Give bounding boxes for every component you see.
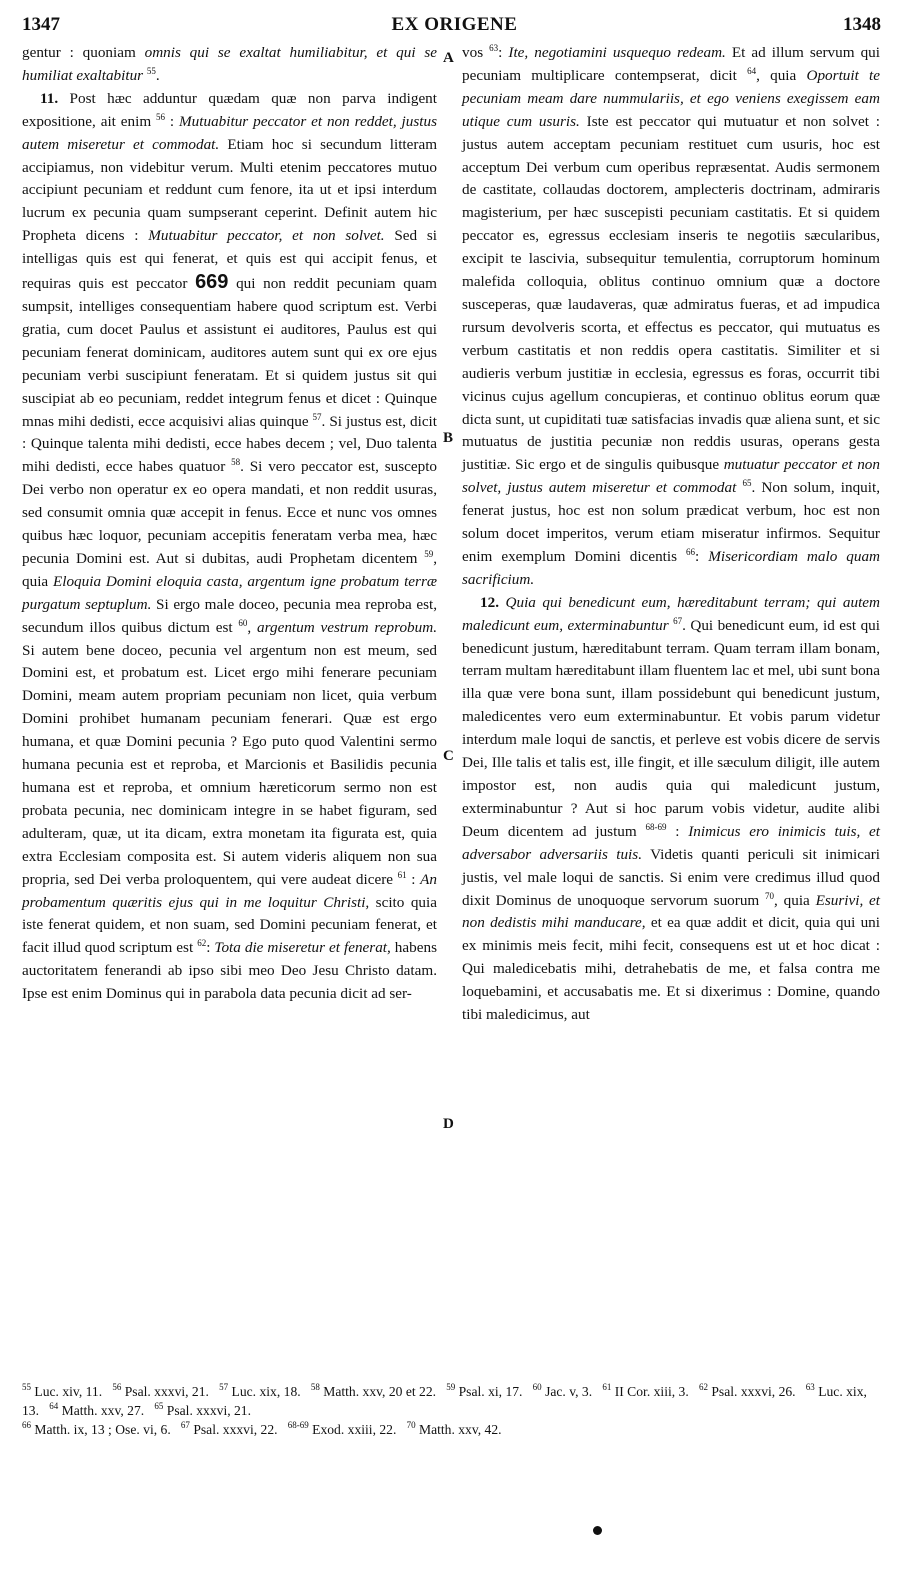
left-column [22, 42, 437, 1006]
paragraph [22, 42, 437, 88]
ornament-dot [593, 1526, 602, 1535]
text-run: : [695, 547, 709, 565]
running-title: EX ORIGENE [391, 14, 518, 35]
footnote: $^{60}$ Jac. v, 3. [532, 1382, 593, 1399]
text-run: scito quia iste fenerat quidem, et non suam, sed Domini pecuniam fenerat, et facit illud quod scriptum est [22, 893, 437, 957]
text-run: Videtis quanti periculi sit inimicari justis, vel male loqui de sanctis. Si enim vere credimus illud quod dixit Dominus de unoquoque servorum suorum [462, 845, 880, 909]
footnote-list [22, 1382, 882, 1439]
footnote-ref: 70 [765, 890, 775, 901]
footnote-ref: 61 [397, 869, 407, 880]
footnote-ref: 63 [489, 43, 499, 53]
text-run: , quia [22, 549, 438, 590]
text-run: Post hæc adduntur quædam quæ non parva indigent expositione, ait enim [22, 89, 437, 130]
text-run: Iste est peccator qui mutuatur et non solvet : justus autem acceptam pecuniam restituet cum usuris, hoc est acceptum Dei verbum cum operibus repræsentat. Audis sermonem de castitate, collaudas doctorem, amplecteris doctrinam, admiraris magisterium, per hæc suscepisti pecuniam castitatis. Et si quidem peccator es, egressus ecclesiam inseris te negotiis sæcularibus, excipit te lascivia, subsequitur temulentia, corruptorum hominum malefida colloquia, oblitus continuo omnium quæ a doctore susceperas, quæ laudaveras, quæ admiratus fueras, et ad impudica rursum devolveris scorta, et effectus es peccator, qui mutuatus es verbum castitatis et non reddis opera castitatis. Similiter et si audieris verbum justitiæ in ecclesia, egressus es foras, occurrit tibi vicinus cujus agellum concupieras, et continuo oblitus eorum quæ dicta sunt, ut cupiditati tuæ satisfacias invadis quæ aliena sunt, et sic mutuatus de justitia pecuniæ non reddis usuras, operans gesta justitiæ. Sic ergo et de singulis quibusque [462, 112, 880, 474]
quotation: Eloquia Domini eloquia casta, argentum igne probatum terræ purgatum septuplum. [22, 572, 437, 613]
footnote: $^{70}$ Matth. xxv, 42. [406, 1420, 502, 1437]
footnote-ref: 57 [312, 411, 322, 422]
text-run: Si autem bene doceo, pecunia vel argentum non est meum, sed Domini est, et probatum est. Licet ergo mihi fenerare pecuniam Domini, meam autem propriam pecuniam non licet, quia verbum Domini prohibet humanam pecuniam fenerari. Quæ est ergo humana, et quæ Domini pecunia ? Ego puto quod Valentini sermo humana pecunia est et reproba, et Marcionis et Basilidis pecunia humana est et reproba, et omnium hæreticorum sermo non est probata pecunia, nec dominicam integre in se habet figuram, sed adulteram, quæ, ut ita dicam, extra monetam ita figurata est, quia extra Ecclesiam composita est. Si autem videris aliquem non sua propria, sed Dei verba proloquentem, qui vere audeat dicere [22, 641, 437, 888]
quotation: An probamentum quæritis ejus qui in me loquitur Christi, [22, 870, 437, 911]
footnote: $^{58}$ Matth. xxv, 20 et 22. [310, 1382, 437, 1399]
footnote: $^{65}$ Psal. xxxvi, 21. [154, 1401, 252, 1418]
text-run: . [155, 66, 160, 84]
footnote: $^{66}$ Matth. ix, 13 ; Ose. vi, 6. [22, 1420, 171, 1437]
footnote-ref: 65 [742, 478, 752, 489]
quotation: Misericordiam malo quam sacrificium. [462, 547, 881, 588]
section-number: 12. [480, 593, 499, 611]
text-run: vos [462, 44, 484, 61]
text-run: , quia [756, 66, 807, 84]
column-number: 669 [195, 271, 229, 294]
footnote-ref: 55 [146, 65, 156, 76]
margin-marker-c: C [443, 748, 454, 764]
text-run: Sed si intelligas quis est qui fenerat, et quis est qui accipit fenus, et requiras quis est peccator [22, 227, 437, 293]
right-column [462, 42, 880, 1027]
quotation: Oportuit te pecuniam meam dare nummulariis, et ego veniens exegissem eam utique cum usuris. [462, 66, 881, 130]
margin-marker-d: D [443, 1116, 454, 1132]
footnote: $^{67}$ Psal. xxxvi, 22. [180, 1420, 278, 1437]
footnote-ref: 56 [156, 111, 166, 122]
text-run: et ea quæ addit et dicit, quia qui uni ex minimis meis fecit, mihi fecit, consequens est ut et hoc dicat : Qui maledicebatis mihi, detrahebatis de me, et falsa contra me loquebamini, et accusabatis me. Et si dixerimus : Domine, quando tibi maledicimus, aut [462, 914, 880, 1024]
section-number: 11. [40, 89, 59, 107]
footnote: $^{55}$ Luc. xiv, 11. [22, 1382, 103, 1399]
footnote-ref: 62 [197, 938, 207, 949]
footnote: $^{59}$ Psal. xi, 17. [446, 1382, 523, 1399]
margin-marker-b: B [443, 430, 454, 446]
page-number-right: 1348 [843, 14, 881, 35]
footnote-ref: 58 [231, 457, 241, 468]
text-run: qui non reddit pecuniam quam sumpsit, intelliges consequentiam habere quod scriptum est. Verbi gratia, cum docet Paulus et assistunt ei auditores, Paulus est qui pecuniam fenerat dominicam, auditores autem sunt qui ex ore ejus pecuniam verbi suscipiunt feneratam. Et si quidem justus sit qui suscipiat ab eo pecuniam, reddet integrum fenus et dicet : Quinque mnas mihi dedisti, ecce acquisivi alias quinque [22, 275, 437, 430]
margin-marker-a: A [443, 50, 454, 66]
quotation: omnis qui se exaltat humiliabitur, et qui se humiliat exaltabitur [22, 44, 437, 84]
footnote: $^{57}$ Luc. xix, 18. [219, 1382, 301, 1399]
footnote: $^{61}$ II Cor. xiii, 3. [602, 1382, 689, 1399]
text-run: . Si vero peccator est, suscepto Dei verbo non operatur ex eo opera mandati, et non reddit usuras, sed consumit omnia quæ accepit in fenus. Ecce et nunc vos omnes quibus hæc loquor, pecuniam accepitis feneratam verba mea, hæc pecunia Domini est. Aut si dubitas, audi Prophetam dicentem [22, 458, 438, 567]
page-number-left: 1347 [22, 14, 60, 35]
footnotes [22, 1382, 882, 1439]
text-run: . Si justus est, dicit : Quinque talenta mihi dedisti, ecce habes decem ; vel, Duo talenta mihi dedisti, ecce habes quatuor [22, 412, 437, 476]
text-run: : [406, 870, 421, 888]
footnote-ref: 68-69 [645, 821, 667, 832]
text-run: Etiam hoc si secundum litteram accipiamus, non videbitur verum. Multi etenim peccatores mutuo accipiunt pecuniam et reddunt cum fenore, ita ut et ipsi interdum lucrum ex pecunia quam sumpserant ceperint. Definit autem hic Propheta dicens : [22, 135, 438, 245]
footnote-ref: 64 [747, 65, 757, 76]
footnote-ref: 66 [686, 546, 696, 557]
text-run: Et ad illum servum qui pecuniam multiplicare contempserat, dicit [462, 44, 880, 84]
text-run: : [666, 822, 689, 840]
text-run: . Non solum, inquit, fenerat justus, hoc est non solum prædicat verbum, hoc est non solum docet imperitos, verum etiam miseratur infirmos. Sequitur enim exemplum Domini dicentis [462, 479, 881, 565]
quotation: Ite, negotiamini usquequo redeam. [508, 44, 726, 61]
footnote: $^{56}$ Psal. xxxvi, 21. [112, 1382, 209, 1399]
footnote: $^{68-69}$ Exod. xxiii, 22. [287, 1420, 397, 1437]
quotation: Mutuabitur peccator et non reddet, justus autem miseretur et commodat. [22, 112, 437, 153]
quotation: Inimicus ero inimicis tuis, et adversabor adversariis tuis. [462, 822, 881, 863]
text-run: , quia [774, 891, 816, 909]
text-run: Si ergo male doceo, pecunia mea reproba est, secundum illos quibus dictum est [22, 595, 437, 636]
quotation: Tota die miseretur et fenerat, [214, 939, 391, 957]
text-run: : [165, 112, 180, 130]
text-run: gentur : quoniam [22, 44, 145, 61]
text-run: , [247, 618, 258, 636]
quotation: mutuatur peccator et non solvet, justus autem miseretur et commodat [462, 456, 880, 497]
footnote-ref: 67 [673, 615, 683, 626]
text-run: : [206, 939, 215, 957]
footnote-ref: 60 [238, 617, 248, 628]
page-header [0, 12, 909, 40]
footnote-ref: 59 [424, 548, 434, 559]
paragraph [462, 42, 880, 592]
quotation: Esurivi, et non dedistis mihi manducare, [462, 891, 880, 932]
footnote: $^{62}$ Psal. xxxvi, 26. [698, 1382, 796, 1399]
paragraph-11 [22, 88, 437, 1006]
quotation: Quia qui benedicunt eum, hæreditabunt terram; qui autem maledicunt eum, exterminabuntur [462, 593, 880, 634]
footnote: $^{64}$ Matth. xxv, 27. [49, 1401, 145, 1418]
quotation: Mutuabitur peccator, et non solvet. [148, 227, 385, 245]
text-run: : [498, 44, 509, 61]
quotation: argentum vestrum reprobum. [257, 618, 437, 636]
text-run: habens auctoritatem fenerandi ab ipso sibi meo Deo Jesu Christo datam. Ipse est enim Dominus qui in parabola data pecunia dicit ad ser- [22, 939, 437, 1003]
footnote: $^{63}$ Luc. xix, 13. [22, 1382, 867, 1418]
paragraph-12 [462, 592, 880, 1027]
text-run: . Qui benedicunt eum, id est qui benedicunt justum, hæreditabunt terram. Quam terram illam bonam, terram multam hæreditabunt illam fluentem lac et mel, ubi sunt bona illa quæ vere bona sunt, illam possidebunt qui benedicunt justum, maledicentes vero eum exterminabuntur. Et vobis parum videtur interdum male loqui de sanctis, et perleve est vobis dicere de servis Dei, Ille talis et talis est, ille fingit, et ille sæculum diligit, ille autem impostor est, non audis quia qui maledicunt justum, exterminabuntur ? Aut si hoc parum vobis videtur, audite alibi Deum dicentem ad justum [462, 616, 880, 840]
